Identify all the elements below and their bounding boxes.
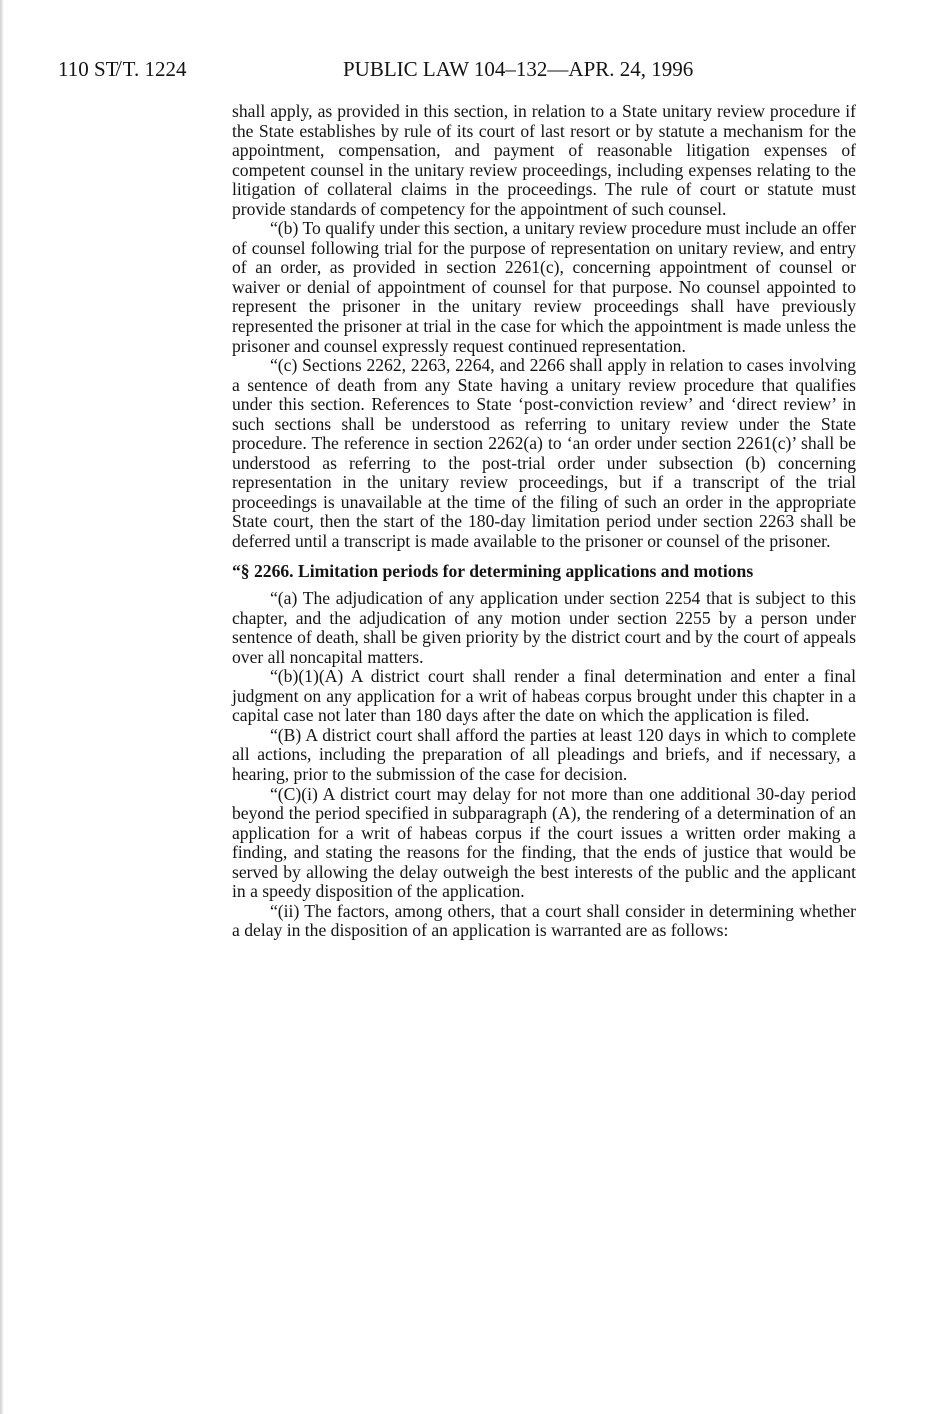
page-edge bbox=[0, 0, 4, 1414]
paragraph-continuation: shall apply, as provided in this section, in relation to a State unitary review procedure if the State establishes by rule of its court of last resort or by statute a mechanism for the appointment, compensation, and payment of reasonable litigation expenses of competent counsel in the unitary review proceedings, including expenses relating to the litigation of collateral claims in the proceedings. The rule of court or statute must provide standards of competency for the appointment of such counsel. bbox=[232, 101, 856, 219]
paragraph-2266-a: “(a) The adjudication of any application under section 2254 that is subject to this chapter, and the adjudication of any motion under section 2255 by a person under sentence of death, shall be given priority by the district court and by the court of appeals over all noncapital matters. bbox=[232, 588, 856, 667]
paragraph-2266-b1ci: “(C)(i) A district court may delay for not more than one additional 30-day period beyond the period specified in subparagraph (A), the rendering of a determination of an application for a writ of habeas corpus if the court issues a written order making a finding, and stating the reasons for the finding, that the ends of justice that would be served by allowing the delay outweigh the best interests of the public and the applicant in a speedy disposition of the application. bbox=[232, 783, 856, 902]
statutes-citation: 110 ST̸ T. 1224 bbox=[58, 57, 187, 81]
paragraph-subsection-b: “(b) To qualify under this section, a unitary review procedure must include an offer of counsel following trial for the purpose of representation on unitary review, and entry of an order, as provided in section 2261(c), concerning appointment of counsel or waiver or denial of appointment of counsel for that purpose. No counsel appointed to represent the prisoner in the unitary review proceedings shall have previously represented the prisoner at trial in the case for which the appointment is made unless the prisoner and counsel expressly request continued representation. bbox=[232, 218, 856, 356]
paragraph-2266-b1a: “(b)(1)(A) A district court shall render a final determination and enter a final judgment on any application for a writ of habeas corpus brought under this chapter in a capital case not later than 180 days after the date on which the application is filed. bbox=[232, 666, 856, 726]
body-text bbox=[232, 102, 856, 941]
paragraph-subsection-c: “(c) Sections 2262, 2263, 2264, and 2266 shall apply in relation to cases involving a sentence of death from any State having a unitary review procedure that qualifies under this section. References to State ‘post-conviction review’ and ‘direct review’ in such sections shall be understood as referring to unitary review under the State procedure. The reference in section 2262(a) to ‘an order under section 2261(c)’ shall be understood as referring to the post-trial order under subsection (b) concerning representation in the unitary review proceedings, but if a transcript of the trial proceedings is unavailable at the time of the filing of such an order in the appropriate State court, then the start of the 180-day limitation period under section 2263 shall be deferred until a transcript is made available to the prisoner or counsel of the prisoner. bbox=[232, 355, 856, 552]
paragraph-2266-b1cii: “(ii) The factors, among others, that a court shall consider in determining whether a delay in the disposition of an application is warranted are as follows: bbox=[232, 900, 856, 941]
public-law-citation: PUBLIC LAW 104–132—APR. 24, 1996 bbox=[343, 57, 694, 81]
section-heading-2266: “§ 2266. Limitation periods for determining applications and motions bbox=[232, 560, 754, 581]
paragraph-2266-b1b: “(B) A district court shall afford the parties at least 120 days in which to complete all actions, including the preparation of all pleadings and briefs, and if necessary, a hearing, prior to the submission of the case for decision. bbox=[232, 724, 856, 784]
running-head bbox=[58, 56, 748, 82]
